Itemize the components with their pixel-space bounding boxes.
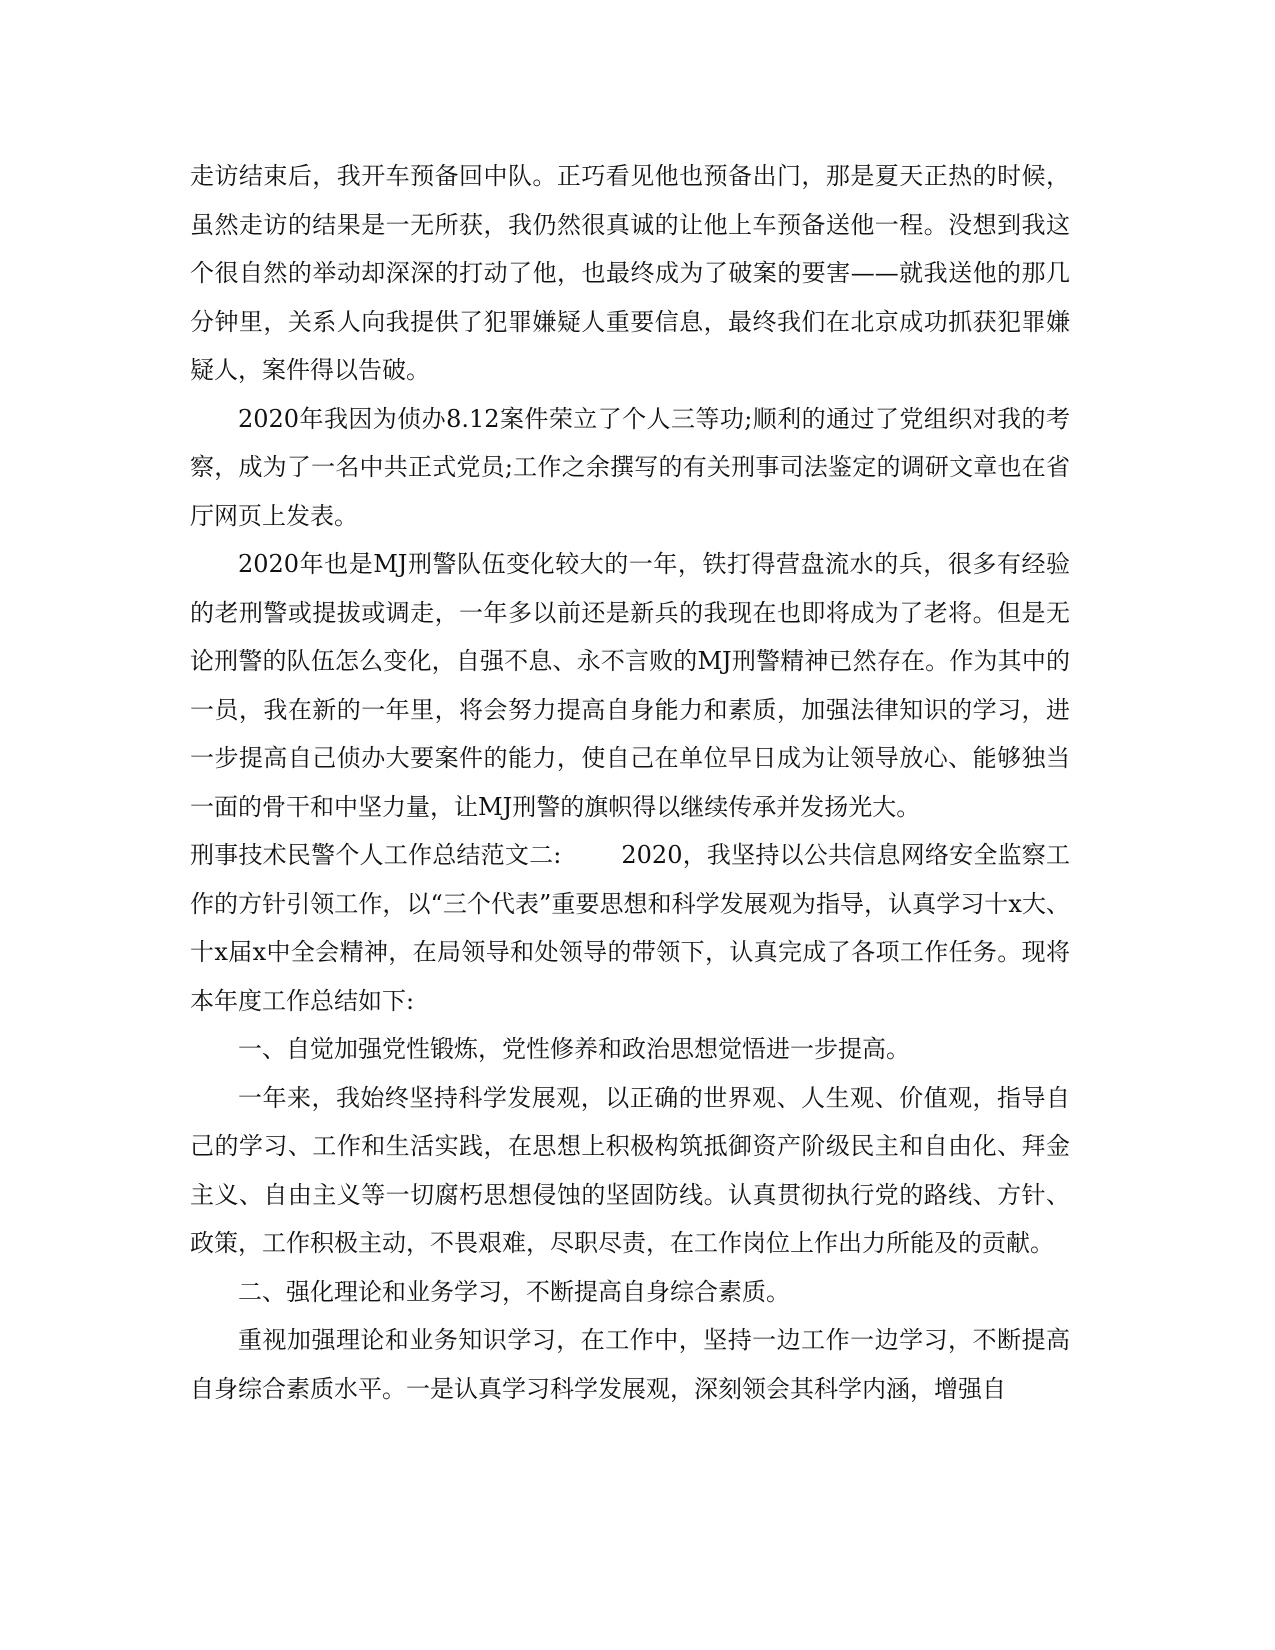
- paragraph-team-change: 2020年也是MJ刑警队伍变化较大的一年，铁打得营盘流水的兵，很多有经验的老刑警或提拔或调走，一年多以前还是新兵的我现在也即将成为了老将。但是无论刑警的队伍怎么变化，自强不息、永不言败的MJ刑警精神已然存在。作为其中的一员，我在新的一年里，将会努力提高自身能力和素质，加强法律知识的学习，进一步提高自己侦办大要案件的能力，使自己在单位早日成为让领导放心、能够独当一面的骨干和中坚力量，让MJ刑警的旗帜得以继续传承并发扬光大。: [190, 550, 1070, 821]
- section-body-study: 重视加强理论和业务知识学习，在工作中，坚持一边工作一边学习，不断提高自身综合素质水平。一是认真学习科学发展观，深刻领会其科学内涵，增强自: [190, 1326, 1070, 1403]
- section-heading-study: 二、强化理论和业务学习，不断提高自身综合素质。: [238, 1277, 790, 1306]
- section-heading-party: 一、自觉加强党性锻炼，党性修养和政治思想觉悟进一步提高。: [238, 1035, 910, 1063]
- paragraph-visit: 走访结束后，我开车预备回中队。正巧看见他也预备出门，那是夏天正热的时候，虽然走访的结果是一无所获，我仍然很真诚的让他上车预备送他一程。没想到我这个很自然的举动却深深的打动了他，也最终成为了破案的要害——就我送他的那几分钟里，关系人向我提供了犯罪嫌疑人重要信息，最终我们在北京成功抓获犯罪嫌疑人，案件得以告破。: [190, 162, 1070, 384]
- document-body: [190, 152, 1070, 1413]
- summary-two-heading: 刑事技术民警个人工作总结范文二:: [190, 841, 562, 869]
- section-body-party: 一年来，我始终坚持科学发展观，以正确的世界观、人生观、价值观，指导自己的学习、工作和生活实践，在思想上积极构筑抵御资产阶级民主和自由化、拜金主义、自由主义等一切腐朽思想侵蚀的坚固防线。认真贯彻执行党的路线、方针、政策，工作积极主动，不畏艰难，尽职尽责，在工作岗位上作出力所能及的贡献。: [190, 1083, 1070, 1257]
- paragraph-summary-two: [190, 831, 1070, 1025]
- paragraph-merit: 2020年我因为侦办8.12案件荣立了个人三等功;顺利的通过了党组织对我的考察，成为了一名中共正式党员;工作之余撰写的有关刑事司法鉴定的调研文章也在省厅网页上发表。: [190, 404, 1070, 530]
- summary-two-intro: 2020，我坚持以公共信息网络安全监察工作的方针引领工作，以“三个代表”重要思想和科学发展观为指导，认真学习十x大、十x届x中全会精神，在局领导和处领导的带领下，认真完成了各项工作任务。现将本年度工作总结如下:: [190, 841, 1070, 1015]
